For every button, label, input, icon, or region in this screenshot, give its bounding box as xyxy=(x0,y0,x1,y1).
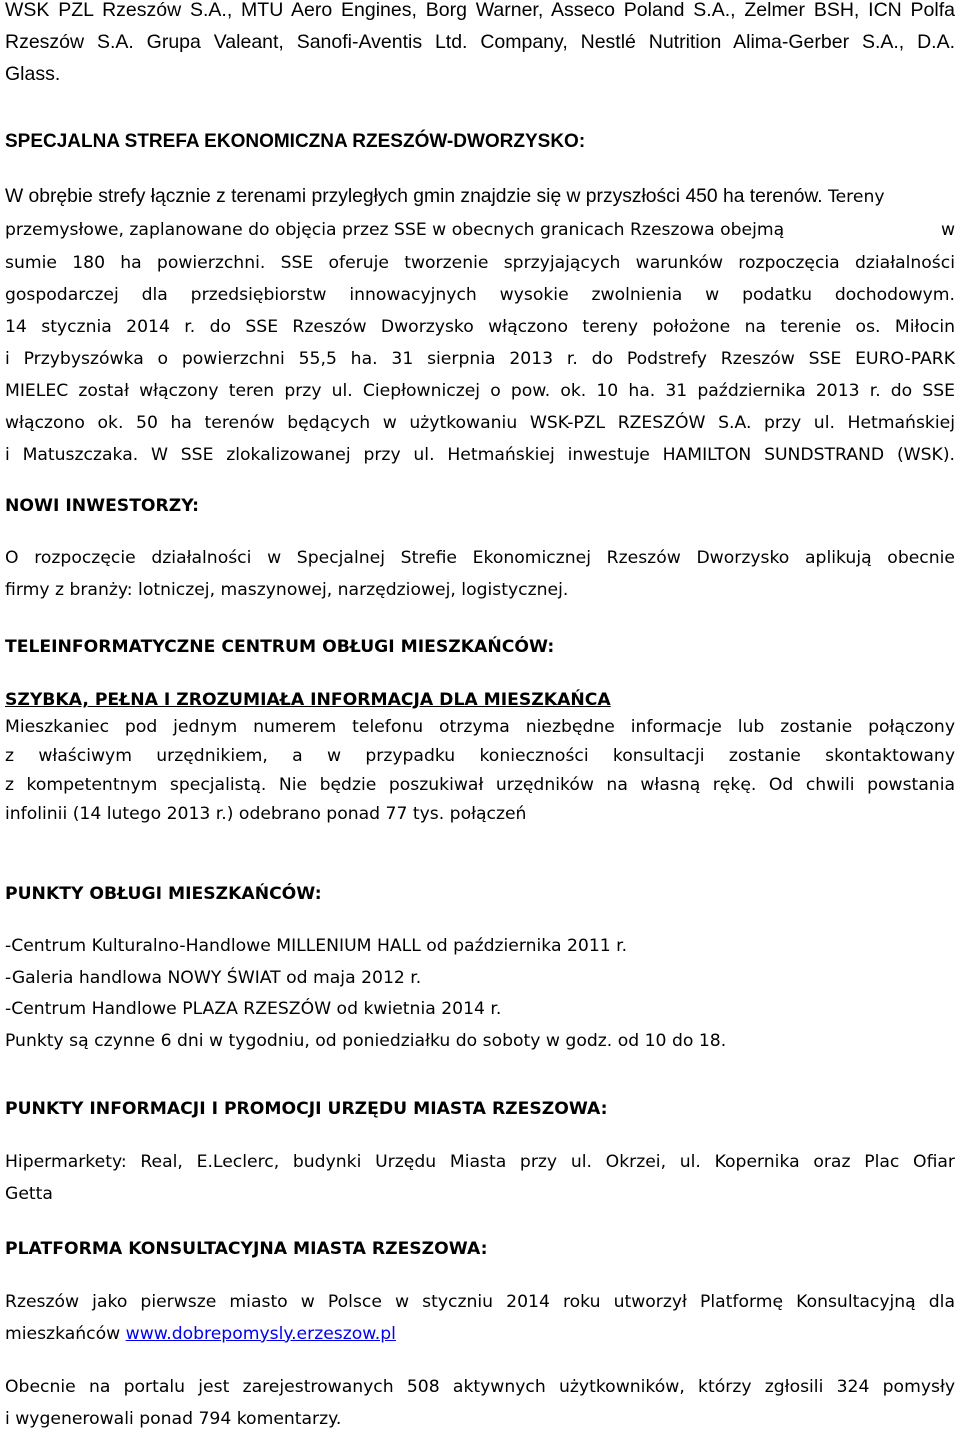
platform-link[interactable]: www.dobrepomysly.erzeszow.pl xyxy=(125,1323,396,1344)
text-line: Rzeszów jako pierwsze miasto w Polsce w styczniu 2014 roku utworzył Platformę Konsultacyjną dla xyxy=(5,1292,955,1312)
text-line: i Matuszczaka. W SSE zlokalizowanej przy ul. Hetmańskiej inwestuje HAMILTON SUNDSTRAND (WSK). xyxy=(5,444,955,465)
text-line: Getta xyxy=(5,1183,53,1204)
opening-hours-text: Punkty są czynne 6 dni w tygodniu, od poniedziałku do soboty w godz. od 10 do 18. xyxy=(5,1030,727,1051)
company-list-paragraph xyxy=(5,0,955,90)
text-line: z kompetentnym specjalistą. Nie będzie poszukiwał urzędników na własną rękę. Od chwili powstania xyxy=(5,775,955,795)
text-line: firmy z branży: lotniczej, maszynowej, narzędziowej, logistycznej. xyxy=(5,579,569,600)
section-heading-info-points: PUNKTY INFORMACJI I PROMOCJI URZĘDU MIASTA RZESZOWA: xyxy=(5,1099,608,1119)
text-line: włączono ok. 50 ha terenów będących w użytkowaniu WSK-PZL RZESZÓW S.A. przy ul. Hetmańskiej xyxy=(5,412,955,433)
text-line xyxy=(5,181,955,214)
text-line: Hipermarkety: Real, E.Leclerc, budynki Urzędu Miasta przy ul. Okrzei, ul. Kopernika oraz Plac Ofiar xyxy=(5,1152,955,1172)
section-heading-platform: PLATFORMA KONSULTACYJNA MIASTA RZESZOWA: xyxy=(5,1239,488,1259)
text-line: Mieszkaniec pod jednym numerem telefonu otrzyma niezbędne informacje lub zostanie połączony xyxy=(5,717,955,737)
text-line: MIELEC został włączony teren przy ul. Ciepłowniczej o pow. ok. 10 ha. 31 października 2013 r. do SSE xyxy=(5,380,955,401)
section-heading-investors: NOWI INWESTORZY: xyxy=(5,496,200,516)
text-line: Glass. xyxy=(5,63,61,85)
text-line: O rozpoczęcie działalności w Specjalnej Strefie Ekonomicznej Rzeszów Dworzysko aplikują obecnie xyxy=(5,548,955,568)
text-line: i wygenerowali ponad 794 komentarzy. xyxy=(5,1408,342,1429)
text-fragment: w xyxy=(940,219,955,240)
service-points-list xyxy=(5,931,955,1057)
text-fragment: przemysłowe, zaplanowane do objęcia przez SSE w obecnych granicach Rzeszowa obejmą xyxy=(5,219,785,240)
text-fragment: W obrębie strefy łącznie z terenami przyległych gmin znajdzie się w przyszłości 450 ha terenów. xyxy=(5,186,823,207)
platform-paragraph xyxy=(5,1287,955,1350)
text-line xyxy=(5,214,955,247)
text-line: infolinii (14 lutego 2013 r.) odebrano ponad 77 tys. połączeń xyxy=(5,804,527,824)
text-fragment: SSE oferuje tworzenie sprzyjających warunków rozpoczęcia działalności xyxy=(280,252,955,273)
section-heading-sse: SPECJALNA STREFA EKONOMICZNA RZESZÓW-DWORZYSKO: xyxy=(5,131,586,152)
tele-paragraph xyxy=(5,713,955,829)
text-line: i Przybyszówka o powierzchni 55,5 ha. 31 sierpnia 2013 r. do Podstrefy Rzeszów SSE EURO-PARK xyxy=(5,348,955,369)
info-points-paragraph xyxy=(5,1147,955,1210)
platform-stats-paragraph xyxy=(5,1372,955,1435)
list-item: -Centrum Handlowe PLAZA RZESZÓW od kwietnia 2014 r. xyxy=(5,999,502,1019)
text-fragment: Tereny xyxy=(828,187,885,207)
investors-paragraph xyxy=(5,543,955,606)
subheading-information: SZYBKA, PEŁNA I ZROZUMIAŁA INFORMACJA DLA MIESZKAŃCA xyxy=(5,690,611,710)
text-line: z właściwym urzędnikiem, a w przypadku konieczności konsultacji zostanie skontaktowany xyxy=(5,746,955,766)
list-item: -Galeria handlowa NOWY ŚWIAT od maja 2012 r. xyxy=(5,967,422,988)
text-line xyxy=(5,247,955,279)
sse-paragraph xyxy=(5,181,955,471)
section-heading-service-points: PUNKTY OBŁUGI MIESZKAŃCÓW: xyxy=(5,884,322,904)
list-item: -Centrum Kulturalno-Handlowe MILLENIUM HALL od października 2011 r. xyxy=(5,936,628,956)
text-line: gospodarczej dla przedsiębiorstw innowacyjnych wysokie zwolnienia w podatku dochodowym. xyxy=(5,284,955,305)
text-fragment: mieszkańców xyxy=(5,1323,121,1344)
text-line: Rzeszów S.A. Grupa Valeant, Sanofi-Aventis Ltd. Company, Nestlé Nutrition Alima-Gerber S.A., D.A. xyxy=(5,31,955,53)
text-line: 14 stycznia 2014 r. do SSE Rzeszów Dworzysko włączono tereny położone na terenie os. Miłocin xyxy=(5,316,955,337)
text-line: WSK PZL Rzeszów S.A., MTU Aero Engines, Borg Warner, Asseco Poland S.A., Zelmer BSH, ICN Polfa xyxy=(5,0,955,21)
text-line: Obecnie na portalu jest zarejestrowanych 508 aktywnych użytkowników, którzy zgłosili 324 pomysły xyxy=(5,1377,955,1397)
text-fragment: sumie 180 ha powierzchni. xyxy=(5,252,266,273)
text-line xyxy=(5,1319,955,1351)
section-heading-tele-centre: TELEINFORMATYCZNE CENTRUM OBŁUGI MIESZKAŃCÓW: xyxy=(5,637,555,657)
